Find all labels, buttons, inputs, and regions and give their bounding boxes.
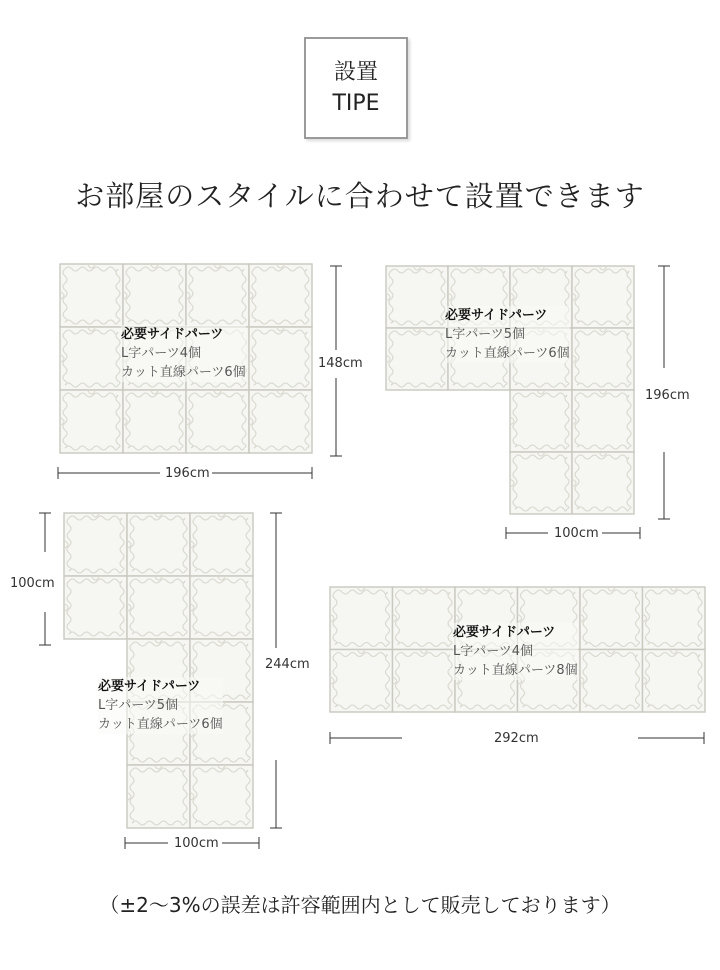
layout-1-mat-tile [60,327,123,390]
layout-1-heading: 必要サイドパーツ [121,327,224,342]
layout-1-width-label: 196cm [165,466,210,481]
layout-4-heading: 必要サイドパーツ [453,625,556,640]
layout-4-mat-tile [580,650,643,713]
layout-2-mat-tile [386,328,448,390]
layout-3-width-label: 100cm [174,836,219,851]
layout-3-side-label: 100cm [10,576,55,591]
layout-3-notes [98,677,223,734]
layout-4-width-label: 292cm [494,731,539,746]
layout-1-mat-tile [186,264,249,327]
layout-2-mat-tile [510,452,572,514]
layout-1-mat-tile [60,264,123,327]
layout-4-mat-tile [393,650,456,713]
layout-2-mat-tile [572,452,634,514]
layout-1-mat-tile [249,264,312,327]
title-line-1: 設置 [333,60,378,85]
layout-4-mat-tile [580,587,643,650]
layout-2-mat-tile [386,266,448,328]
layout-1-notes [121,325,246,382]
layout-4-mat-tile [330,587,393,650]
layout-1-mat-tile [186,390,249,453]
layout-3-mat-tile [64,576,127,639]
layout-3-mat-tile [190,576,253,639]
layout-3-line2: カット直線パーツ6個 [98,717,223,732]
layout-2-mat-tile [572,390,634,452]
layout-4-mat-tile [330,650,393,713]
footnote: （±2〜3%の誤差は許容範囲内として販売しております） [99,893,621,917]
layout-3-mat-tile [190,765,253,828]
layout-2-width-label: 100cm [554,526,599,541]
layout-2-mat-tile [572,266,634,328]
layout-2-height-label: 196cm [645,388,690,403]
layout-3-heading: 必要サイドパーツ [98,679,201,694]
layout-3-mat-tile [127,765,190,828]
layout-4-line1: L字パーツ4個 [453,644,533,659]
layout-3-mat-tile [127,576,190,639]
layout-1-mat-tile [123,264,186,327]
layout-2-notes [445,306,570,363]
layout-1-line1: L字パーツ4個 [121,346,201,361]
layout-1-mat-tile [249,327,312,390]
layout-2-mat-tile [510,390,572,452]
layout-1-mat-tile [60,390,123,453]
title-line-2: TIPE [332,91,380,116]
layout-1-height-label: 148cm [318,356,363,371]
layout-3-line1: L字パーツ5個 [98,698,178,713]
layout-3-mat-tile [64,513,127,576]
layout-2-heading: 必要サイドパーツ [445,308,548,323]
layout-2-line2: カット直線パーツ6個 [445,346,570,361]
layout-4-notes [453,623,578,680]
layout-1-line2: カット直線パーツ6個 [121,365,246,380]
layout-3-mat-tile [127,513,190,576]
layout-3-height-label: 244cm [265,657,310,672]
layout-1-mat-tile [249,390,312,453]
layout-2-line1: L字パーツ5個 [445,327,525,342]
layout-2-mat-tile [572,328,634,390]
layout-3-mat-tile [190,513,253,576]
layout-4-mat-tile [393,587,456,650]
headline: お部屋のスタイルに合わせて設置できます [75,179,645,213]
layout-1-mat-tile [123,390,186,453]
layout-4-line2: カット直線パーツ8個 [453,663,578,678]
layout-4-mat-tile [643,587,706,650]
layout-4-mat-tile [643,650,706,713]
